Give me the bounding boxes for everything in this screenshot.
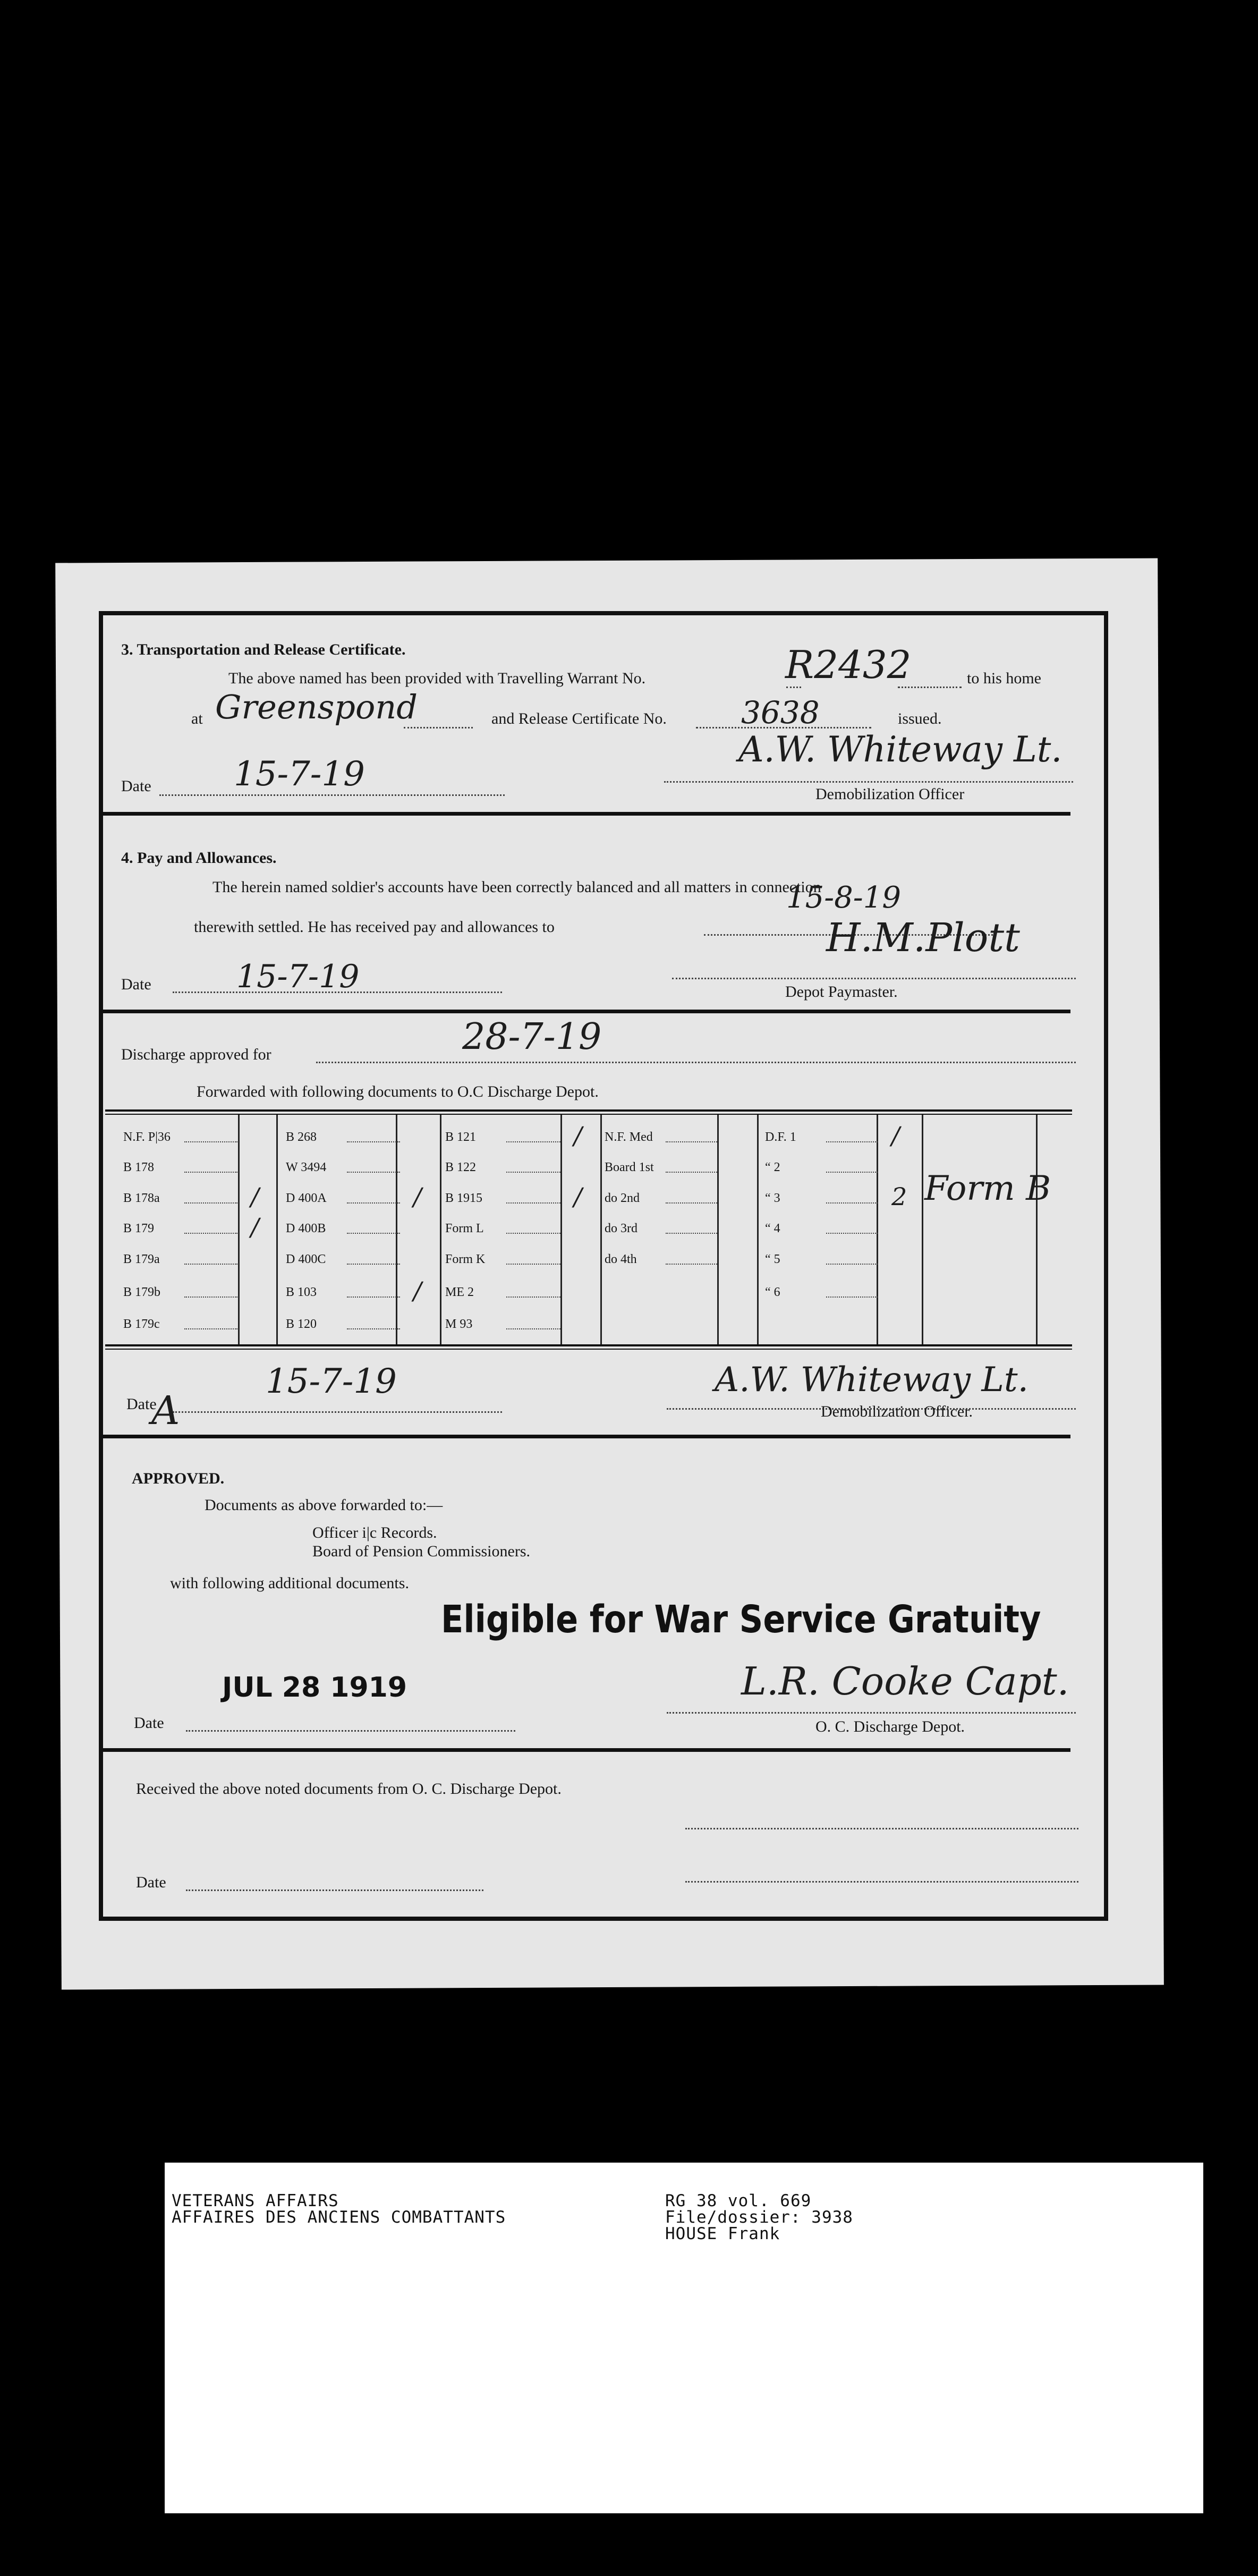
approved-recipient-pension: Board of Pension Commissioners. [312,1543,530,1560]
form-code: B 179 [123,1222,155,1235]
section3-line1: The above named has been provided with Travelling Warrant No. [228,670,646,687]
form-tick-mark: / [413,1276,422,1305]
form-tick-mark: / [574,1121,582,1150]
approved-heading: APPROVED. [132,1470,225,1487]
form-code: Board 1st [605,1160,654,1174]
paymaster-signature: H.M.Plott [826,915,1020,961]
section4-date-label: Date [121,976,151,993]
post-table-date: 15-7-19 [266,1362,397,1401]
paymaster-title: Depot Paymaster. [785,983,898,1001]
form-code: do 4th [605,1252,637,1266]
form-code: B 179c [123,1317,160,1331]
approved-additional: with following additional documents. [170,1574,409,1592]
label-volume: RG 38 vol. 669 [665,2191,812,2210]
form-code: “ 2 [765,1160,780,1174]
section4-line1: The herein named soldier's accounts have been correctly balanced and all matters in connection [212,878,821,896]
approved-forwarded-to: Documents as above forwarded to:— [205,1496,443,1514]
form-tick-mark: / [251,1182,259,1211]
received-date-label: Date [136,1874,166,1891]
form-code: B 268 [286,1130,317,1144]
table-bottom-rule [105,1344,1072,1346]
form-code: N.F. Med [605,1130,653,1144]
form-code: B 179a [123,1252,160,1266]
form-code: M 93 [445,1317,473,1331]
section3-date: 15-7-19 [234,755,365,794]
form-code: D 400C [286,1252,326,1266]
section3-line1-end: to his home [967,670,1041,687]
approved-date-label: Date [134,1714,164,1732]
form-code: B 121 [445,1130,477,1144]
form-code: N.F. P|36 [123,1130,171,1144]
form-code: D 400A [286,1191,327,1205]
label-file: File/dossier: 3938 [665,2208,853,2227]
form-tick-mark: / [891,1121,900,1150]
discharge-forwarded: Forwarded with following documents to O.C Discharge Depot. [197,1083,599,1100]
section-divider [101,1748,1070,1752]
label-name: HOUSE Frank [665,2224,780,2243]
warrant-number: R2432 [785,642,912,687]
discharge-label: Discharge approved for [121,1046,271,1063]
section-divider [101,812,1070,816]
form-code: B 122 [445,1160,477,1174]
form-code: B 1915 [445,1191,483,1205]
form-tick-mark: / [574,1182,582,1211]
table-top-rule [105,1109,1072,1112]
form-code: D 400B [286,1222,326,1235]
post-table-date-label: Date [126,1395,157,1413]
section-divider [101,1010,1070,1013]
form-code: B 178a [123,1191,160,1205]
form-code: “ 6 [765,1285,780,1299]
release-number: 3638 [741,694,820,731]
form-code: W 3494 [286,1160,327,1174]
form-code: Form L [445,1222,484,1235]
form-tick-mark: / [413,1182,422,1211]
form-code: B 103 [286,1285,317,1299]
approved-officer: O. C. Discharge Depot. [815,1718,965,1735]
section3-at: at [191,710,203,727]
discharge-depot-signature: L.R. Cooke Capt. [741,1659,1069,1704]
post-table-officer: Demobilization Officer. [821,1403,973,1420]
release-certificate-text: and Release Certificate No. [491,710,667,727]
pay-to-date: 15-8-19 [786,880,901,915]
form-tick-mark: 2 [891,1182,907,1211]
approved-recipient-records: Officer i|c Records. [312,1524,437,1541]
section3-heading: 3. Transportation and Release Certificate. [121,641,406,658]
form-code: B 179b [123,1285,161,1299]
label-agency-en: VETERANS AFFAIRS [172,2191,339,2210]
form-code: B 120 [286,1317,317,1331]
section4-date: 15-7-19 [236,958,360,995]
section3-officer: Demobilization Officer [815,785,965,803]
form-code: ME 2 [445,1285,474,1299]
received-text: Received the above noted documents from O. C. Discharge Depot. [136,1780,562,1798]
section3-issued: issued. [898,710,942,727]
form-code: D.F. 1 [765,1130,796,1144]
form-tick-mark: / [251,1213,259,1241]
form-code: do 3rd [605,1222,638,1235]
discharge-date: 28-7-19 [462,1016,602,1058]
post-table-initial: A [151,1388,180,1434]
form-code: B 178 [123,1160,155,1174]
form-code: do 2nd [605,1191,640,1205]
section-divider [101,1435,1070,1438]
form-code: “ 4 [765,1222,780,1235]
form-code: “ 3 [765,1191,780,1205]
form-code: “ 5 [765,1252,780,1266]
gratuity-stamp: Eligible for War Service Gratuity [441,1597,1041,1642]
section4-heading: 4. Pay and Allowances. [121,849,277,867]
section4-line2: therewith settled. He has received pay and allowances to [194,918,555,936]
approved-date-stamp: JUL 28 1919 [222,1672,407,1704]
form-code: Form K [445,1252,486,1266]
post-table-signature: A.W. Whiteway Lt. [715,1360,1028,1400]
home-location: Greenspond [215,688,418,726]
section3-signature: A.W. Whiteway Lt. [738,729,1062,770]
section3-date-label: Date [121,777,151,795]
table-note: Form B [924,1169,1051,1208]
label-agency-fr: AFFAIRES DES ANCIENS COMBATTANTS [172,2208,506,2227]
